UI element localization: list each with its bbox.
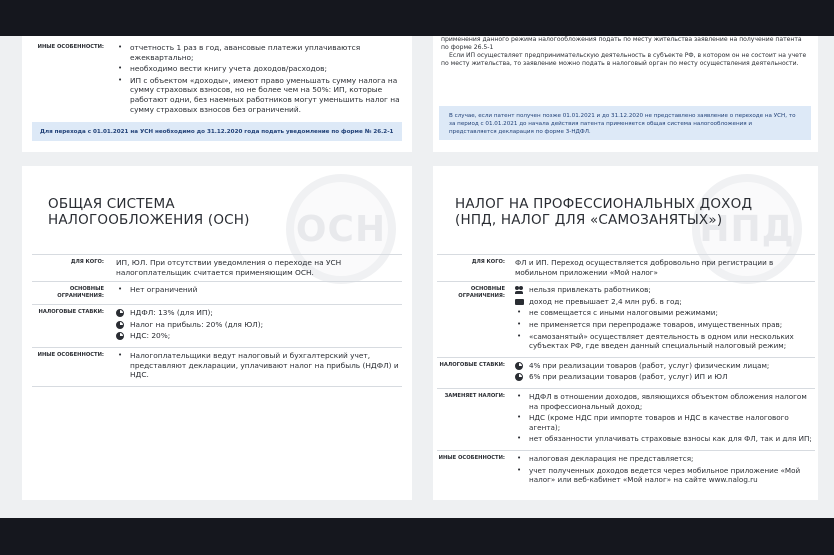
other-features-row [32,348,402,387]
row-label: ЗАМЕНЯЕТ НАЛОГИ: [444,392,505,399]
row-label: ИНЫЕ ОСОБЕННОСТИ: [438,454,505,461]
row-label: ОСНОВНЫЕ ОГРАНИЧЕНИЯ: [57,286,104,300]
other-features-row [437,451,815,491]
osn-card [22,166,412,500]
pie-chart-icon [515,373,523,381]
row-label: ИНЫЕ ОСОБЕННОСТИ: [37,351,104,358]
people-icon [515,286,523,294]
pie-chart-icon [515,362,523,370]
rates-row [32,305,402,348]
usn-card-continuation [22,36,412,152]
pie-chart-icon [116,321,124,329]
list-item: 4% при реализации товаров (работ, услуг) физическим лицам; [515,361,815,371]
row-label: НАЛОГОВЫЕ СТАВКИ: [38,309,104,316]
list-item: • отчетность 1 раз в год, авансовые платежи уплачиваются ежеквартально; [116,43,402,62]
pie-chart-icon [116,309,124,317]
for-whom-row [32,255,402,282]
replaces-row [437,389,815,451]
list-item: • необходимо вести книгу учета доходов/расходов; [116,64,402,74]
row-label: ОСНОВНЫЕ ОГРАНИЧЕНИЯ: [458,286,505,300]
row-label: ДЛЯ КОГО: [70,259,104,265]
row-value: ФЛ и ИП. Переход осуществляется добровольно при регистрации в мобильном приложении «Мой налог» [515,258,774,277]
other-features-row [32,40,402,120]
seal-text: ОСН [295,208,387,250]
rates-row [437,358,815,389]
list-item: доход не превышает 2,4 млн руб. в год; [515,297,815,307]
paragraph: Если ИП осуществляет предпринимательскую деятельность в субъекте РФ, в котором он не состоит на учете по месту жительства, то заявление можно подать в налоговый орган по месту осуществления деятельности. [441,52,807,67]
npd-card [433,166,818,500]
info-band: Для перехода с 01.01.2021 на УСН необходимо до 31.12.2020 года подать уведомление по форме № 26.2-1 [32,122,402,141]
list-item: • не совмещается с иными налоговыми режимами; [515,308,815,318]
paragraph: применения данного режима налогообложения подать по месту жительства заявление на получение патента по форме 26.5-1 [441,36,802,51]
list-item: • НДФЛ в отношении доходов, являющихся объектом обложения налогом на профессиональный доход; [515,392,815,411]
list-item: • НДС (кроме НДС при импорте товаров и НДС в качестве налогового агента); [515,413,815,432]
limits-row [437,282,815,358]
psn-text [441,36,811,68]
card-title: НАЛОГ НА ПРОФЕССИОНАЛЬНЫХ ДОХОД (НПД, НАЛОГ ДЛЯ «САМОЗАНЯТЫХ») [455,196,753,228]
row-label: НАЛОГОВЫЕ СТАВКИ: [439,361,505,368]
row-value: ИП, ЮЛ. При отсутствии уведомления о переходе на УСН налогоплательщик считается применяющим ОСН. [116,258,342,277]
list-item: 6% при реализации товаров (работ, услуг) ИП и ЮЛ [515,372,815,382]
list-item: Налог на прибыль: 20% (для ЮЛ); [116,320,402,330]
list-item: НДС: 20%; [116,331,402,341]
list-item: НДФЛ: 13% (для ИП); [116,308,402,318]
info-band: В случае, если патент получен позже 01.01.2021 и до 31.12.2020 не представлено заявление о переходе на УСН, то за период с 01.01.2021 до начала действия патента применяется общая система налогообложения и представляется декларация по форме 3-НДФЛ. [439,106,811,140]
list-item: • не применяется при перепродаже товаров, имущественных прав; [515,320,815,330]
list-item: • налоговая декларация не представляется; [515,454,815,464]
row-label: ИНЫЕ ОСОБЕННОСТИ: [37,44,104,50]
document-page [0,36,834,518]
for-whom-row [437,255,815,282]
list-item: • «самозанятый» осуществляет деятельность в одном или нескольких субъектах РФ, где введен данный специальный налоговый режим; [515,332,815,351]
list-item: • ИП с объектом «доходы», имеют право уменьшать сумму налога на сумму страховых взносов, но не более чем на 50%: ИП, которые работают одни, без наемных работников могут уменьшить налог на сумму страховых взносов без ограничений. [116,76,402,114]
list-item: • Налогоплательщики ведут налоговый и бухгалтерский учет, представляют декларации, уплачивают налог на прибыль (НДФЛ) и НДС. [116,351,402,380]
list-item: • Нет ограничений [116,285,402,295]
list-item: • учет полученных доходов ведется через мобильное приложение «Мой налог» или веб-кабинет «Мой налог» на сайте www.nalog.ru [515,466,815,485]
card-title: ОБЩАЯ СИСТЕМА НАЛОГООБЛОЖЕНИЯ (ОСН) [48,196,250,228]
psn-card-continuation [433,36,818,152]
limits-row [32,282,402,305]
row-label: ДЛЯ КОГО: [471,259,505,265]
list-item: нельзя привлекать работников; [515,285,815,295]
cash-icon [515,299,524,305]
seal-text: НПД [699,208,795,250]
list-item: • нет обязанности уплачивать страховые взносы как для ФЛ, так и для ИП; [515,434,815,444]
pie-chart-icon [116,332,124,340]
